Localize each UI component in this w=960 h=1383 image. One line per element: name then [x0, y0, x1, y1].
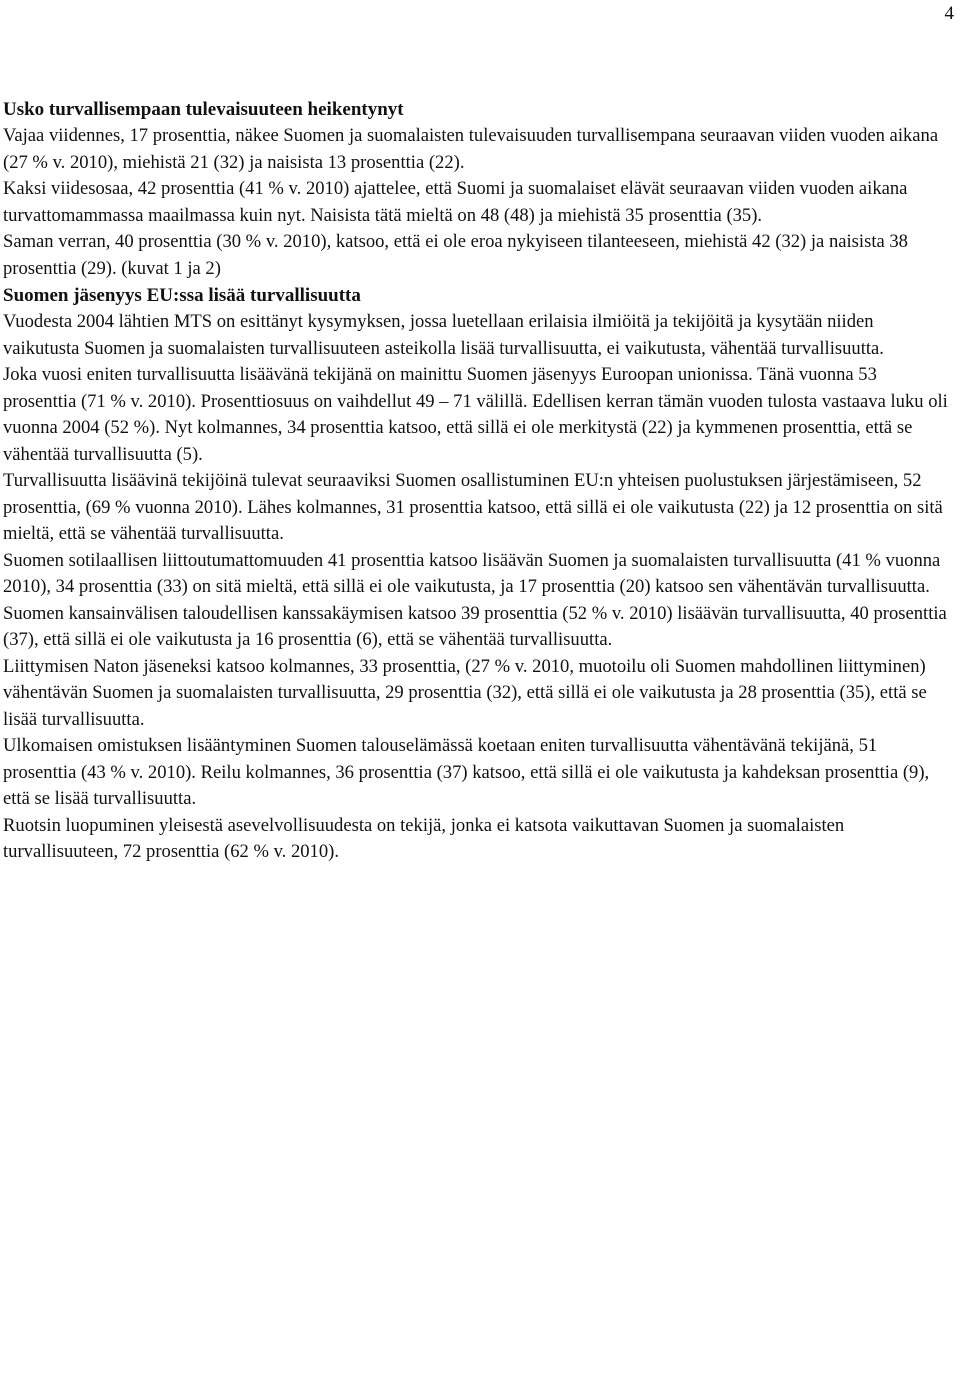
section-security-outlook [3, 96, 953, 282]
paragraph: Suomen kansainvälisen taloudellisen kanssakäymisen katsoo 39 prosenttia (52 % v. 2010) lisäävän turvallisuutta, 40 prosenttia (37), että sillä ei ole vaikutusta ja 16 prosenttia (6), että se vähentää turvallisuutta. [3, 602, 947, 650]
paragraph: Ulkomaisen omistuksen lisääntyminen Suomen talouselämässä koetaan eniten turvallisuutta vähentävänä tekijänä, 51 prosenttia (43 % v. 2010). Reilu kolmannes, 36 prosenttia (37) katsoo, että sillä ei ole vaikutusta ja kahdeksan prosenttia (9), että se lisää turvallisuutta. [3, 735, 930, 809]
paragraph: Suomen sotilaallisen liittoutumattomuuden 41 prosenttia katsoo lisäävän Suomen ja suomalaisten turvallisuutta (41 % vuonna 2010), 34 prosenttia (33) on sitä mieltä, että sillä ei ole vaikutusta, ja 17 prosenttia (20) katsoo sen vähentävän turvallisuutta. [3, 549, 941, 597]
section-eu-membership [3, 282, 953, 866]
paragraph: Vajaa viidennes, 17 prosenttia, näkee Suomen ja suomalaisten tulevaisuuden turvallisempana seuraavan viiden vuoden aikana (27 % v. 2010), miehistä 21 (32) ja naisista 13 prosenttia (22). [3, 125, 939, 173]
document-body [3, 96, 953, 866]
paragraph: Turvallisuutta lisäävinä tekijöinä tulevat seuraaviksi Suomen osallistuminen EU:n yhteisen puolustuksen järjestämiseen, 52 prosenttia, (69 % vuonna 2010). Lähes kolmannes, 31 prosenttia katsoo, että sillä ei ole vaikutusta (22) ja 12 prosenttia on sitä mieltä, että se vähentää turvallisuutta. [3, 470, 943, 544]
section-heading: Suomen jäsenyys EU:ssa lisää turvallisuutta [3, 285, 361, 306]
page-number: 4 [944, 3, 954, 24]
paragraph: Saman verran, 40 prosenttia (30 % v. 2010), katsoo, että ei ole eroa nykyiseen tilanteeseen, miehistä 42 (32) ja naisista 38 prosenttia (29). (kuvat 1 ja 2) [3, 231, 908, 279]
paragraph: Kaksi viidesosaa, 42 prosenttia (41 % v. 2010) ajattelee, että Suomi ja suomalaiset elävät seuraavan viiden vuoden aikana turvattomammassa maailmassa kuin nyt. Naisista tätä mieltä on 48 (48) ja miehistä 35 prosenttia (35). [3, 178, 908, 226]
section-heading: Usko turvallisempaan tulevaisuuteen heikentynyt [3, 99, 404, 120]
paragraph: Joka vuosi eniten turvallisuutta lisäävänä tekijänä on mainittu Suomen jäsenyys Euroopan unionissa. Tänä vuonna 53 prosenttia (71 % v. 2010). Prosenttiosuus on vaihdellut 49 – 71 välillä. Edellisen kerran tämän vuoden tulosta vastaava luku oli vuonna 2004 (52 %). Nyt kolmannes, 34 prosenttia katsoo, että sillä ei ole merkitystä (22) ja kymmenen prosenttia, että se vähentää turvallisuutta (5). [3, 364, 948, 465]
paragraph: Liittymisen Naton jäseneksi katsoo kolmannes, 33 prosenttia, (27 % v. 2010, muotoilu oli Suomen mahdollinen liittyminen) vähentävän Suomen ja suomalaisten turvallisuutta, 29 prosenttia (32), että sillä ei ole vaikutusta ja 28 prosenttia (35), että se lisää turvallisuutta. [3, 655, 927, 730]
paragraph: Vuodesta 2004 lähtien MTS on esittänyt kysymyksen, jossa luetellaan erilaisia ilmiöitä ja tekijöitä ja kysytään niiden vaikutusta Suomen ja suomalaisten turvallisuuteen asteikolla lisää turvallisuutta, ei vaikutusta, vähentää turvallisuutta. [3, 311, 884, 359]
paragraph: Ruotsin luopuminen yleisestä asevelvollisuudesta on tekijä, jonka ei katsota vaikuttavan Suomen ja suomalaisten turvallisuuteen, 72 prosenttia (62 % v. 2010). [3, 814, 845, 862]
